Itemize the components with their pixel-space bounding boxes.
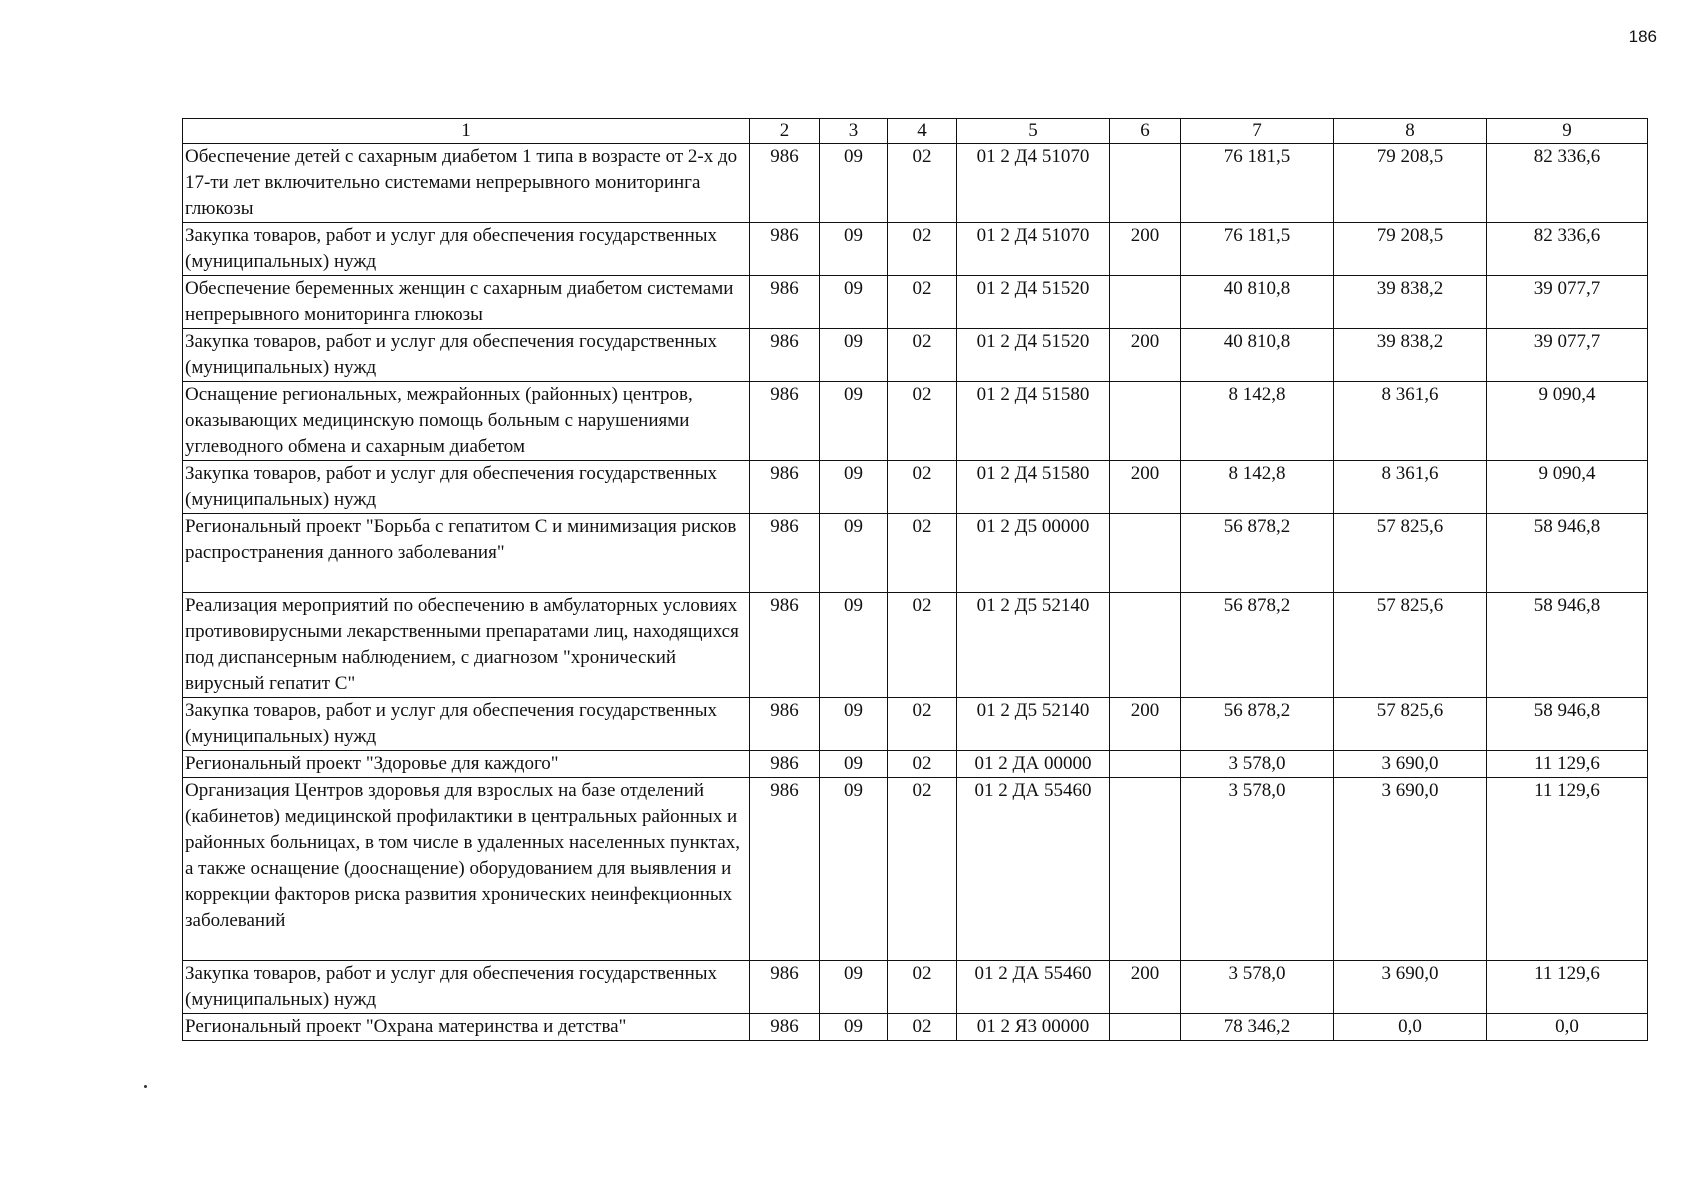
column-header: 8: [1334, 119, 1487, 144]
section-code: 09: [820, 698, 888, 751]
section-code: 09: [820, 461, 888, 514]
column-header: 4: [888, 119, 957, 144]
grbs-code: 986: [750, 751, 820, 778]
subsection-code: 02: [888, 514, 957, 593]
expense-type-code: [1110, 276, 1181, 329]
row-description: Региональный проект "Борьба с гепатитом С и минимизация рисков распространения данного заболевания": [183, 514, 750, 593]
grbs-code: 986: [750, 698, 820, 751]
amount-year-1: 76 181,5: [1181, 144, 1334, 223]
row-description: Обеспечение беременных женщин с сахарным диабетом системами непрерывного мониторинга глюкозы: [183, 276, 750, 329]
amount-year-3: 9 090,4: [1487, 382, 1648, 461]
amount-year-2: 3 690,0: [1334, 961, 1487, 1014]
section-code: 09: [820, 382, 888, 461]
table-row: [183, 778, 1648, 961]
grbs-code: 986: [750, 1014, 820, 1041]
grbs-code: 986: [750, 144, 820, 223]
target-article-code: 01 2 Д5 52140: [957, 698, 1110, 751]
target-article-code: 01 2 Д4 51580: [957, 382, 1110, 461]
expense-type-code: [1110, 144, 1181, 223]
amount-year-2: 8 361,6: [1334, 382, 1487, 461]
row-description: Закупка товаров, работ и услуг для обеспечения государственных (муниципальных) нужд: [183, 223, 750, 276]
grbs-code: 986: [750, 593, 820, 698]
table-row: [183, 514, 1648, 593]
expense-type-code: 200: [1110, 961, 1181, 1014]
grbs-code: 986: [750, 778, 820, 961]
expense-type-code: [1110, 778, 1181, 961]
subsection-code: 02: [888, 382, 957, 461]
amount-year-1: 40 810,8: [1181, 276, 1334, 329]
amount-year-1: 40 810,8: [1181, 329, 1334, 382]
amount-year-2: 8 361,6: [1334, 461, 1487, 514]
grbs-code: 986: [750, 461, 820, 514]
column-header: 1: [183, 119, 750, 144]
amount-year-3: 11 129,6: [1487, 778, 1648, 961]
column-header: 2: [750, 119, 820, 144]
subsection-code: 02: [888, 778, 957, 961]
table-row: [183, 961, 1648, 1014]
expense-type-code: [1110, 514, 1181, 593]
column-header: 6: [1110, 119, 1181, 144]
section-code: 09: [820, 514, 888, 593]
amount-year-1: 76 181,5: [1181, 223, 1334, 276]
column-number-row: [183, 119, 1648, 144]
row-description: Региональный проект "Здоровье для каждого": [183, 751, 750, 778]
row-description: Реализация мероприятий по обеспечению в амбулаторных условиях противовирусными лекарственными препаратами лиц, находящихся под диспансерным наблюдением, с диагнозом "хронический вирусный гепатит С": [183, 593, 750, 698]
table-row: [183, 698, 1648, 751]
subsection-code: 02: [888, 223, 957, 276]
amount-year-2: 0,0: [1334, 1014, 1487, 1041]
amount-year-1: 8 142,8: [1181, 461, 1334, 514]
target-article-code: 01 2 Д4 51520: [957, 276, 1110, 329]
amount-year-3: 9 090,4: [1487, 461, 1648, 514]
scan-speck: [144, 1085, 147, 1088]
target-article-code: 01 2 Д5 00000: [957, 514, 1110, 593]
section-code: 09: [820, 751, 888, 778]
amount-year-3: 58 946,8: [1487, 593, 1648, 698]
section-code: 09: [820, 961, 888, 1014]
amount-year-1: 3 578,0: [1181, 778, 1334, 961]
section-code: 09: [820, 223, 888, 276]
amount-year-2: 3 690,0: [1334, 751, 1487, 778]
amount-year-1: 56 878,2: [1181, 514, 1334, 593]
column-header: 7: [1181, 119, 1334, 144]
expense-type-code: [1110, 382, 1181, 461]
amount-year-1: 3 578,0: [1181, 961, 1334, 1014]
subsection-code: 02: [888, 961, 957, 1014]
amount-year-3: 82 336,6: [1487, 144, 1648, 223]
row-description: Закупка товаров, работ и услуг для обеспечения государственных (муниципальных) нужд: [183, 329, 750, 382]
row-description: Оснащение региональных, межрайонных (районных) центров, оказывающих медицинскую помощь больным с нарушениями углеводного обмена и сахарным диабетом: [183, 382, 750, 461]
table-row: [183, 593, 1648, 698]
target-article-code: 01 2 ДА 55460: [957, 961, 1110, 1014]
expense-type-code: 200: [1110, 223, 1181, 276]
target-article-code: 01 2 Д4 51580: [957, 461, 1110, 514]
column-header: 5: [957, 119, 1110, 144]
target-article-code: 01 2 Д4 51520: [957, 329, 1110, 382]
grbs-code: 986: [750, 514, 820, 593]
expense-type-code: 200: [1110, 461, 1181, 514]
expense-type-code: [1110, 751, 1181, 778]
expense-type-code: 200: [1110, 329, 1181, 382]
expense-type-code: 200: [1110, 698, 1181, 751]
target-article-code: 01 2 Д5 52140: [957, 593, 1110, 698]
section-code: 09: [820, 329, 888, 382]
subsection-code: 02: [888, 329, 957, 382]
amount-year-2: 39 838,2: [1334, 276, 1487, 329]
table-row: [183, 461, 1648, 514]
amount-year-3: 82 336,6: [1487, 223, 1648, 276]
amount-year-2: 3 690,0: [1334, 778, 1487, 961]
target-article-code: 01 2 ДА 00000: [957, 751, 1110, 778]
section-code: 09: [820, 276, 888, 329]
target-article-code: 01 2 Д4 51070: [957, 144, 1110, 223]
column-header: 9: [1487, 119, 1648, 144]
section-code: 09: [820, 144, 888, 223]
amount-year-2: 57 825,6: [1334, 698, 1487, 751]
subsection-code: 02: [888, 698, 957, 751]
subsection-code: 02: [888, 144, 957, 223]
subsection-code: 02: [888, 276, 957, 329]
grbs-code: 986: [750, 329, 820, 382]
amount-year-2: 39 838,2: [1334, 329, 1487, 382]
amount-year-1: 56 878,2: [1181, 593, 1334, 698]
target-article-code: 01 2 ДА 55460: [957, 778, 1110, 961]
page-number: 186: [1628, 27, 1657, 46]
column-header: 3: [820, 119, 888, 144]
amount-year-1: 8 142,8: [1181, 382, 1334, 461]
subsection-code: 02: [888, 593, 957, 698]
table-body: [183, 144, 1648, 1041]
table-row: [183, 276, 1648, 329]
amount-year-2: 79 208,5: [1334, 144, 1487, 223]
budget-table: [182, 118, 1648, 1041]
subsection-code: 02: [888, 1014, 957, 1041]
section-code: 09: [820, 778, 888, 961]
amount-year-3: 0,0: [1487, 1014, 1648, 1041]
amount-year-3: 11 129,6: [1487, 751, 1648, 778]
amount-year-2: 79 208,5: [1334, 223, 1487, 276]
row-description: Закупка товаров, работ и услуг для обеспечения государственных (муниципальных) нужд: [183, 961, 750, 1014]
table-row: [183, 382, 1648, 461]
amount-year-3: 58 946,8: [1487, 514, 1648, 593]
grbs-code: 986: [750, 382, 820, 461]
row-description: Региональный проект "Охрана материнства и детства": [183, 1014, 750, 1041]
subsection-code: 02: [888, 461, 957, 514]
subsection-code: 02: [888, 751, 957, 778]
section-code: 09: [820, 1014, 888, 1041]
amount-year-3: 11 129,6: [1487, 961, 1648, 1014]
row-description: Закупка товаров, работ и услуг для обеспечения государственных (муниципальных) нужд: [183, 698, 750, 751]
table-row: [183, 751, 1648, 778]
expense-type-code: [1110, 1014, 1181, 1041]
section-code: 09: [820, 593, 888, 698]
amount-year-3: 39 077,7: [1487, 329, 1648, 382]
grbs-code: 986: [750, 276, 820, 329]
amount-year-1: 56 878,2: [1181, 698, 1334, 751]
amount-year-2: 57 825,6: [1334, 593, 1487, 698]
row-description: Закупка товаров, работ и услуг для обеспечения государственных (муниципальных) нужд: [183, 461, 750, 514]
amount-year-2: 57 825,6: [1334, 514, 1487, 593]
row-description: Обеспечение детей с сахарным диабетом 1 типа в возрасте от 2-х до 17-ти лет включительно системами непрерывного мониторинга глюкозы: [183, 144, 750, 223]
table-row: [183, 329, 1648, 382]
row-description: Организация Центров здоровья для взрослых на базе отделений (кабинетов) медицинской профилактики в центральных районных и районных больницах, в том числе в удаленных населенных пунктах, а также оснащение (дооснащение) оборудованием для выявления и коррекции факторов риска развития хронических неинфекционных заболеваний: [183, 778, 750, 961]
amount-year-1: 3 578,0: [1181, 751, 1334, 778]
expense-type-code: [1110, 593, 1181, 698]
table-row: [183, 1014, 1648, 1041]
target-article-code: 01 2 Д4 51070: [957, 223, 1110, 276]
table-row: [183, 223, 1648, 276]
amount-year-1: 78 346,2: [1181, 1014, 1334, 1041]
table-row: [183, 144, 1648, 223]
grbs-code: 986: [750, 223, 820, 276]
amount-year-3: 39 077,7: [1487, 276, 1648, 329]
amount-year-3: 58 946,8: [1487, 698, 1648, 751]
grbs-code: 986: [750, 961, 820, 1014]
target-article-code: 01 2 Я3 00000: [957, 1014, 1110, 1041]
